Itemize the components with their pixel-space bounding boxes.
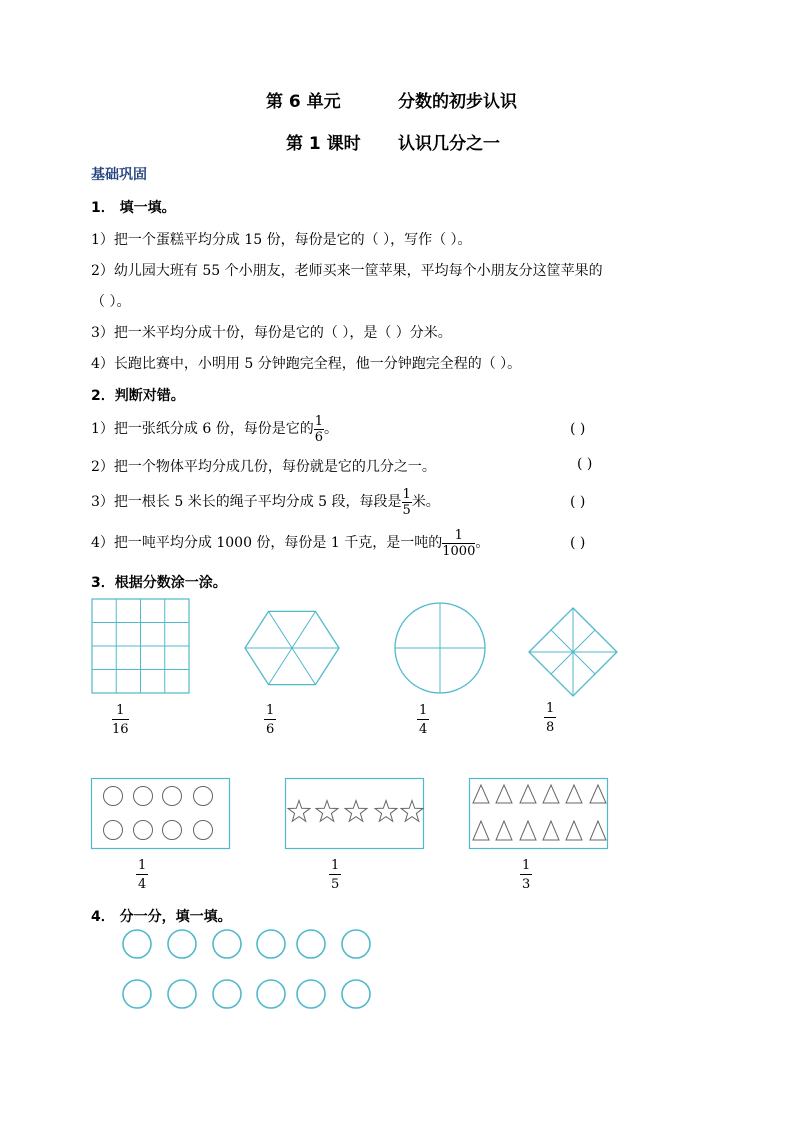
triangle: [496, 821, 512, 840]
diamond-divider: [573, 652, 595, 674]
grid-4x4-figure: [91, 598, 191, 693]
triangle: [543, 785, 559, 803]
lesson-title: 认识几分之一: [398, 134, 500, 154]
q4-circle: [213, 980, 241, 1008]
triangle: [543, 821, 559, 840]
q3-fraction-stars: 1 5: [331, 858, 340, 892]
triangle: [566, 785, 582, 803]
triangle: [520, 785, 536, 803]
circle-4-figure: [394, 602, 486, 694]
q2-title: 2．判断对错。: [91, 388, 185, 404]
q1-item-4: 4）长跑比赛中，小明用 5 分钟跑完全程，他一分钟跑完全程的（ ）。: [91, 356, 522, 372]
q2-item-3-text: 3）把一根长 5 米长的绳子平均分成 5 段，每段是: [91, 494, 402, 510]
diamond-8-figure: [528, 607, 618, 697]
section-title: 基础巩固: [91, 167, 147, 183]
unit-title: 分数的初步认识: [398, 92, 517, 112]
diamond-divider: [551, 630, 573, 652]
q2-item-1-fraction: $\frac{1}{6}$: [314, 413, 323, 445]
triangle: [566, 821, 582, 840]
triangles-box: [470, 779, 608, 849]
q3-fraction-hexagon: 1 6: [266, 703, 275, 737]
q2-bracket-3: ( ): [570, 494, 586, 510]
q4-circle: [257, 930, 285, 958]
small-circle: [134, 787, 153, 806]
triangle: [590, 821, 606, 840]
q4-circle: [213, 930, 241, 958]
q2-item-4-fraction: $\frac{1}{1000}$: [442, 527, 476, 559]
q2-item-3: 3）把一根长 5 米长的绳子平均分成 5 段，每段是 $\frac{1}{5}$ 米。: [91, 486, 440, 518]
q2-item-3-fraction: $\frac{1}{5}$: [402, 486, 411, 518]
q1-item-1: 1）把一个蛋糕平均分成 15 份，每份是它的（ ），写作（ ）。: [91, 232, 472, 248]
small-circle: [104, 787, 123, 806]
triangle: [590, 785, 606, 803]
q2-bracket-1: ( ): [570, 421, 586, 437]
q4-circle: [342, 930, 370, 958]
q2-item-4-text: 4）把一吨平均分成 1000 份，每份是 1 千克，是一吨的: [91, 535, 443, 551]
triangles-12-figure: [469, 778, 609, 850]
diamond-divider: [551, 652, 573, 674]
q4-circle: [297, 980, 325, 1008]
q4-circles-figure: [118, 926, 378, 1016]
q2-item-1-text: 1）把一张纸分成 6 份，每份是它的: [91, 421, 314, 437]
small-circle: [194, 821, 213, 840]
q2-bracket-2: ( ): [577, 456, 593, 472]
q3-fraction-triangles: 1 3: [522, 858, 531, 892]
hexagon-divider: [269, 648, 293, 685]
small-circle: [194, 787, 213, 806]
star: [316, 801, 338, 822]
q4-circle: [257, 980, 285, 1008]
hexagon-6-figure: [244, 604, 340, 692]
small-circle: [163, 787, 182, 806]
hexagon-divider: [292, 611, 316, 648]
q4-circle: [168, 930, 196, 958]
stars-5-figure: [285, 778, 425, 850]
unit-label: 第 6 单元: [266, 92, 341, 112]
q4-circle: [297, 930, 325, 958]
lesson-label: 第 1 课时: [286, 134, 361, 154]
small-circle: [104, 821, 123, 840]
star: [345, 801, 367, 822]
hexagon-divider: [269, 611, 293, 648]
triangle: [473, 821, 489, 840]
q4-title: 4． 分一分，填一填。: [91, 909, 232, 925]
small-circle: [134, 821, 153, 840]
q3-title: 3．根据分数涂一涂。: [91, 575, 227, 591]
q3-fraction-circles: 1 4: [138, 858, 147, 892]
q3-fraction-diamond: 1 8: [546, 701, 555, 735]
q2-item-2: 2）把一个物体平均分成几份，每份就是它的几分之一。: [91, 459, 436, 475]
q3-fraction-circle: 1 4: [419, 703, 428, 737]
q1-item-2: 2）幼儿园大班有 55 个小朋友，老师买来一筐苹果，平均每个小朋友分这筐苹果的: [91, 263, 603, 279]
triangle: [496, 785, 512, 803]
q3-fraction-grid: 1 16: [112, 703, 129, 737]
q2-item-4: 4）把一吨平均分成 1000 份，每份是 1 千克，是一吨的 $\frac{1}{1000}$ 。: [91, 527, 490, 559]
diamond-divider: [573, 630, 595, 652]
q1-title: 1． 填一填。: [91, 200, 176, 216]
hexagon-divider: [292, 648, 316, 685]
q4-circle: [168, 980, 196, 1008]
star: [288, 801, 310, 822]
small-circle: [163, 821, 182, 840]
star: [375, 801, 397, 822]
q2-item-1: 1）把一张纸分成 6 份，每份是它的 $\frac{1}{6}$ 。: [91, 413, 338, 445]
star: [401, 801, 423, 822]
q1-item-2-blank: （ ）。: [91, 294, 131, 310]
q1-item-3: 3）把一米平均分成十份，每份是它的（ ），是（ ）分米。: [91, 325, 452, 341]
triangle: [473, 785, 489, 803]
q2-bracket-4: ( ): [570, 535, 586, 551]
triangle: [520, 821, 536, 840]
q4-circle: [123, 980, 151, 1008]
q4-circle: [123, 930, 151, 958]
stars-box: [286, 779, 424, 849]
q4-circle: [342, 980, 370, 1008]
circles-8-figure: [91, 778, 231, 850]
